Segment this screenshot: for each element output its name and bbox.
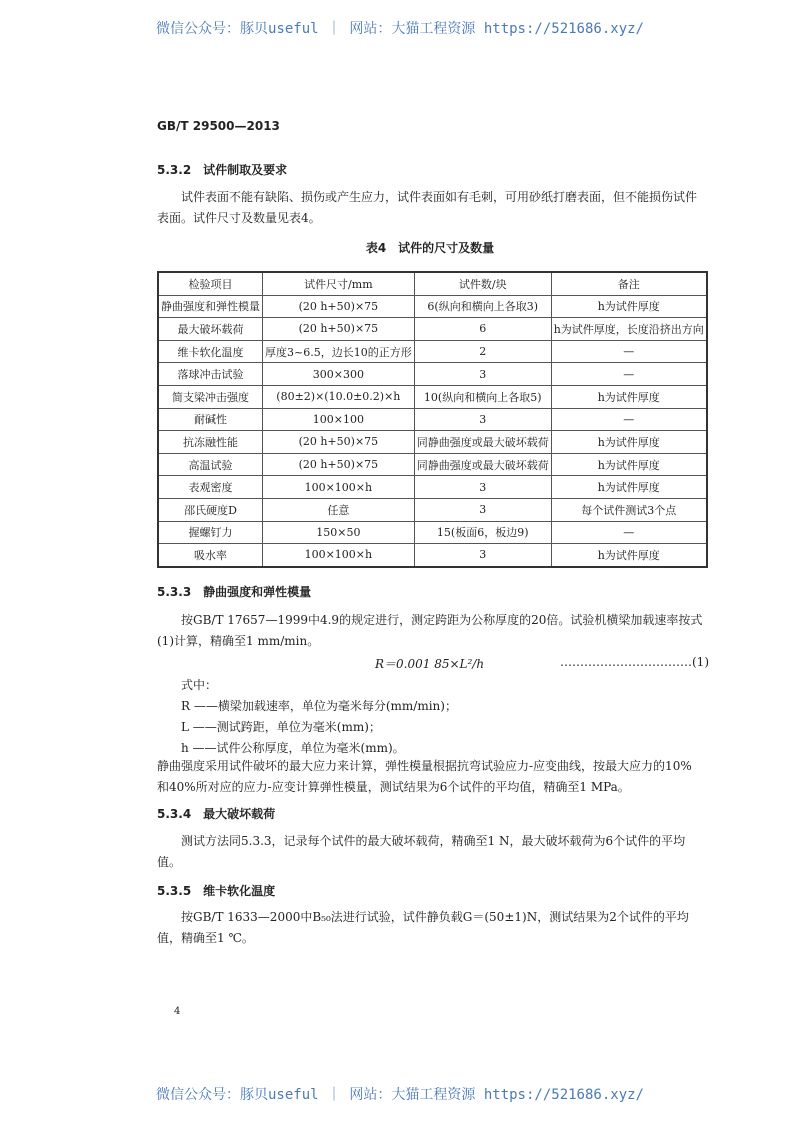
table-cell: — xyxy=(551,363,707,386)
table-row xyxy=(158,318,707,341)
table-cell: 3 xyxy=(414,363,551,386)
table-cell: 吸水率 xyxy=(158,544,263,567)
table-row xyxy=(158,431,707,454)
table-cell: h为试件厚度 xyxy=(551,544,707,567)
column-header: 试件数/块 xyxy=(414,272,551,295)
definition-r: R ——横梁加载速率，单位为毫米每分(mm/min)； xyxy=(181,699,457,713)
formula: R＝0.001 85×L²/h xyxy=(375,657,485,671)
table-cell: h为试件厚度 xyxy=(551,431,707,454)
table-cell: 简支梁冲击强度 xyxy=(158,385,263,408)
section-5-3-3-title: 5.3.3 静曲强度和弹性模量 xyxy=(157,585,312,599)
table-cell: 100×100 xyxy=(263,408,415,431)
page-number: 4 xyxy=(174,1006,181,1017)
table-row xyxy=(158,453,707,476)
column-header: 检验项目 xyxy=(158,272,263,295)
table-cell: 150×50 xyxy=(263,521,415,544)
table-cell: h为试件厚度 xyxy=(551,385,707,408)
table-cell: 高温试验 xyxy=(158,453,263,476)
table-cell: (20 h+50)×75 xyxy=(263,318,415,341)
table-header-row xyxy=(158,272,707,295)
table-cell: 最大破坏载荷 xyxy=(158,318,263,341)
table-cell: 2 xyxy=(414,340,551,363)
definition-l: L ——测试跨距，单位为毫米(mm)； xyxy=(181,720,381,734)
column-header: 备注 xyxy=(551,272,707,295)
table-row xyxy=(158,476,707,499)
table-cell: 邵氏硬度D xyxy=(158,498,263,521)
table-cell: 3 xyxy=(414,498,551,521)
table-row xyxy=(158,408,707,431)
section-5-3-4-title: 5.3.4 最大破坏载荷 xyxy=(157,807,276,821)
section-5-3-5-para: 按GB/T 1633—2000中B₅₀法进行试验，试件静负载G＝(50±1)N，测试结果为2个试件的平均值，精确至1 ℃。 xyxy=(157,910,689,945)
table-cell: 100×100×h xyxy=(263,476,415,499)
table-cell: (20 h+50)×75 xyxy=(263,431,415,454)
table-cell: 耐碱性 xyxy=(158,408,263,431)
table-cell: — xyxy=(551,521,707,544)
watermark-bottom: 微信公众号：豚贝useful ｜ 网站：大猫工程资源 https://521686.xyz/ xyxy=(155,1087,644,1103)
section-5-3-3-para1: 按GB/T 17657—1999中4.9的规定进行，测定跨距为公称厚度的20倍。试验机横梁加载速率按式(1)计算，精确至1 mm/min。 xyxy=(157,613,703,648)
section-5-3-3-para2: 静曲强度采用试件破坏的最大应力来计算，弹性模量根据抗弯试验应力-应变曲线，按最大应力的10%和40%所对应的应力-应变计算弹性模量，测试结果为6个试件的平均值，精确至1 MPa。 xyxy=(157,759,692,794)
table-row xyxy=(158,521,707,544)
table-cell: 同静曲强度或最大破坏载荷 xyxy=(414,453,551,476)
table-row xyxy=(158,295,707,318)
table-cell: (20 h+50)×75 xyxy=(263,453,415,476)
table-cell: 每个试件测试3个点 xyxy=(551,498,707,521)
table-cell: h为试件厚度，长度沿挤出方向 xyxy=(551,318,707,341)
table-cell: (80±2)×(10.0±0.2)×h xyxy=(263,385,415,408)
formula-number: ……………………………(1) xyxy=(560,655,709,669)
standard-header: GB/T 29500—2013 xyxy=(157,119,280,133)
table-cell: 6 xyxy=(414,318,551,341)
table-cell: 握螺钉力 xyxy=(158,521,263,544)
table-cell: 10(纵向和横向上各取5) xyxy=(414,385,551,408)
table-cell: (20 h+50)×75 xyxy=(263,295,415,318)
table-cell: 落球冲击试验 xyxy=(158,363,263,386)
table-cell: 维卡软化温度 xyxy=(158,340,263,363)
table-cell: h为试件厚度 xyxy=(551,295,707,318)
specimen-table xyxy=(157,271,708,568)
table-cell: 同静曲强度或最大破坏载荷 xyxy=(414,431,551,454)
column-header: 试件尺寸/mm xyxy=(263,272,415,295)
section-5-3-2-para: 试件表面不能有缺陷、损伤或产生应力，试件表面如有毛刺，可用砂纸打磨表面，但不能损伤试件表面。试件尺寸及数量见表4。 xyxy=(157,190,698,225)
definition-h: h ——试件公称厚度，单位为毫米(mm)。 xyxy=(181,741,405,755)
table-row xyxy=(158,363,707,386)
table-cell: 3 xyxy=(414,408,551,431)
section-5-3-2-title: 5.3.2 试件制取及要求 xyxy=(157,163,288,177)
table-cell: 厚度3~6.5，边长10的正方形 xyxy=(263,340,415,363)
table-cell: 100×100×h xyxy=(263,544,415,567)
table-cell: 3 xyxy=(414,544,551,567)
table-row xyxy=(158,385,707,408)
section-5-3-5-title: 5.3.5 维卡软化温度 xyxy=(157,884,276,898)
table-caption: 表4 试件的尺寸及数量 xyxy=(365,241,495,255)
table-cell: 表观密度 xyxy=(158,476,263,499)
table-cell: h为试件厚度 xyxy=(551,453,707,476)
table-cell: 抗冻融性能 xyxy=(158,431,263,454)
where-label: 式中： xyxy=(181,678,218,692)
table-cell: 3 xyxy=(414,476,551,499)
watermark-top: 微信公众号：豚贝useful ｜ 网站：大猫工程资源 https://521686.xyz/ xyxy=(155,21,644,37)
table-cell: 15(板面6，板边9) xyxy=(414,521,551,544)
table-row xyxy=(158,498,707,521)
table-cell: — xyxy=(551,340,707,363)
table-row xyxy=(158,340,707,363)
table-cell: h为试件厚度 xyxy=(551,476,707,499)
section-5-3-4-para: 测试方法同5.3.3，记录每个试件的最大破坏载荷，精确至1 N，最大破坏载荷为6个试件的平均值。 xyxy=(157,834,686,869)
table-cell: 任意 xyxy=(263,498,415,521)
table-cell: — xyxy=(551,408,707,431)
table-cell: 300×300 xyxy=(263,363,415,386)
table-row xyxy=(158,544,707,567)
table-cell: 6(纵向和横向上各取3) xyxy=(414,295,551,318)
table-cell: 静曲强度和弹性模量 xyxy=(158,295,263,318)
